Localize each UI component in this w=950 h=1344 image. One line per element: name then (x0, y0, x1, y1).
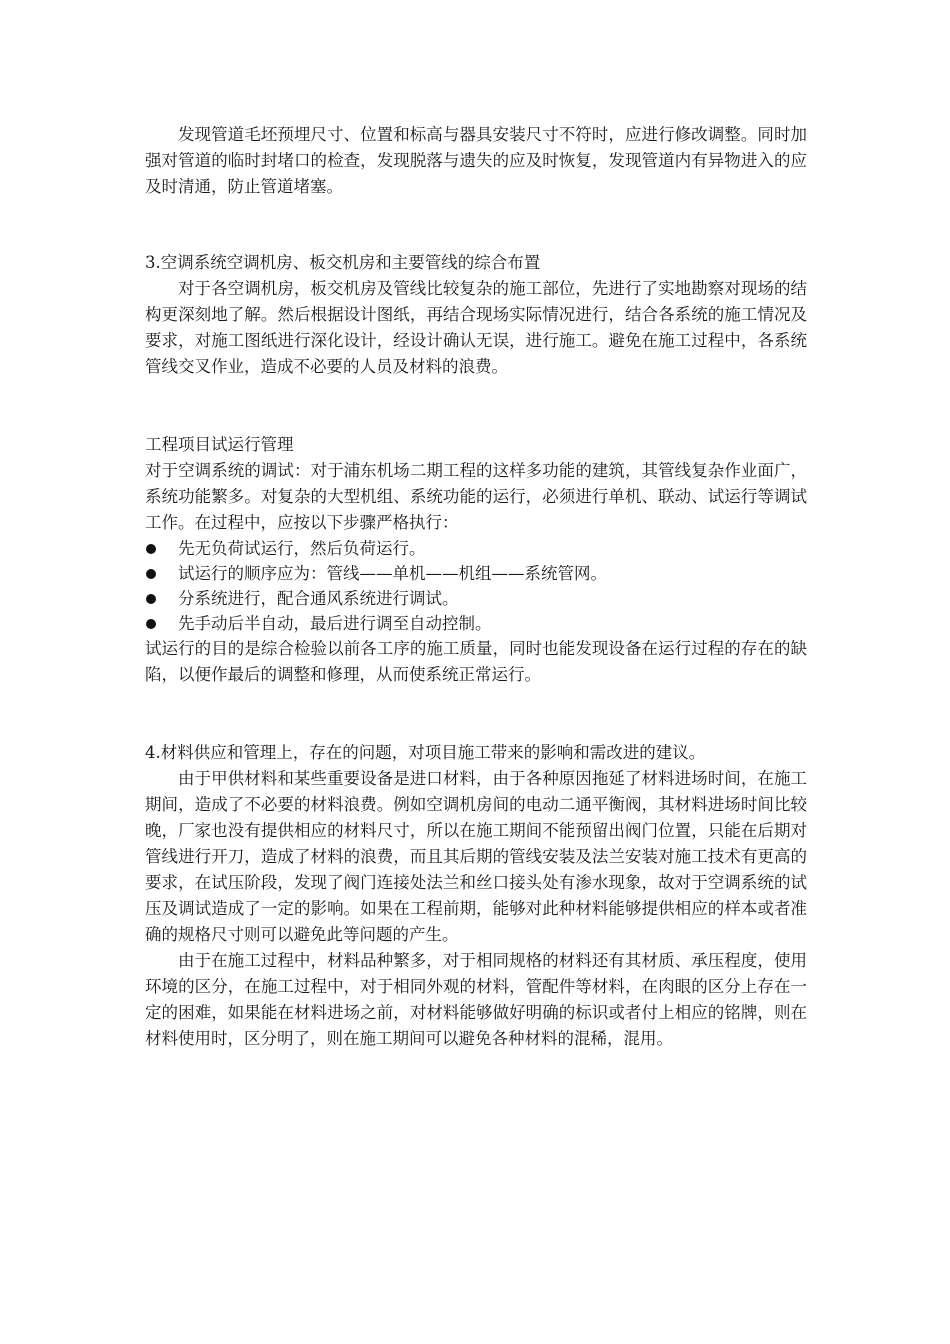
bullet-icon (146, 544, 156, 554)
section-4-body-2: 由于在施工过程中，材料品种繁多，对于相同规格的材料还有其材质、承压程度，使用环境的区分，在施工过程中，对于相同外观的材料，管配件等材料，在肉眼的区分上存在一定的困难，如果能在材料进场之前，对材料能够做好明确的标识或者付上相应的铭牌，则在材料使用时，区分明了，则在施工期间可以避免各种材料的混稀，混用。 (145, 951, 807, 1048)
trial-run-intro: 对于空调系统的调试：对于浦东机场二期工程的这样多功能的建筑，其管线复杂作业面广，系统功能繁多。对复杂的大型机组、系统功能的运行，必须进行单机、联动、试运行等调试工作。在过程中，应按以下步骤严格执行： (145, 461, 807, 532)
list-item (145, 586, 807, 611)
list-item (145, 611, 807, 636)
paragraph-pipe-inspection: 发现管道毛坯预埋尺寸、位置和标高与器具安装尺寸不符时，应进行修改调整。同时加强对管道的临时封堵口的检查，发现脱落与遗失的应及时恢复，发现管道内有异物进入的应及时清通，防止管道堵塞。 (145, 125, 807, 196)
bullet-icon (146, 594, 156, 604)
spacer (145, 380, 807, 432)
document-page (145, 122, 807, 1052)
list-item-text: 先无负荷试运行，然后负荷运行。 (178, 539, 426, 558)
trial-run-steps-list (145, 536, 807, 636)
spacer (145, 688, 807, 740)
section-4-heading: 4.材料供应和管理上，存在的问题，对项目施工带来的影响和需改进的建议。 (145, 743, 706, 762)
list-item-text: 先手动后半自动，最后进行调至自动控制。 (178, 614, 492, 633)
trial-run-conclusion: 试运行的目的是综合检验以前各工序的施工质量，同时也能发现设备在运行过程的存在的缺陷，以便作最后的调整和修理，从而使系统正常运行。 (145, 639, 807, 684)
list-item-text: 试运行的顺序应为：管线——单机——机组——系统管网。 (178, 564, 607, 583)
section-3-heading: 3.空调系统空调机房、板交机房和主要管线的综合布置 (145, 253, 541, 272)
list-item (145, 561, 807, 586)
section-4-body-1: 由于甲供材料和某些重要设备是进口材料，由于各种原因拖延了材料进场时间，在施工期间，造成了不必要的材料浪费。例如空调机房间的电动二通平衡阀，其材料进场时间比较晚，厂家也没有提供相应的材料尺寸，所以在施工期间不能预留出阀门位置，只能在后期对管线进行开刀，造成了材料的浪费，而且其后期的管线安装及法兰安装对施工技术有更高的要求，在试压阶段，发现了阀门连接处法兰和丝口接头处有渗水现象，故对于空调系统的试压及调试造成了一定的影响。如果在工程前期，能够对此种材料能够提供相应的样本或者准确的规格尺寸则可以避免此等问题的产生。 (145, 769, 807, 944)
spacer (145, 200, 807, 250)
bullet-icon (146, 569, 156, 579)
list-item-text: 分系统进行，配合通风系统进行调试。 (178, 589, 459, 608)
list-item (145, 536, 807, 561)
section-3-body: 对于各空调机房，板交机房及管线比较复杂的施工部位，先进行了实地勘察对现场的结构更深刻地了解。然后根据设计图纸，再结合现场实际情况进行，结合各系统的施工情况及要求，对施工图纸进行深化设计，经设计确认无误，进行施工。避免在施工过程中，各系统管线交叉作业，造成不必要的人员及材料的浪费。 (145, 279, 807, 376)
trial-run-heading: 工程项目试运行管理 (145, 435, 294, 454)
bullet-icon (146, 619, 156, 629)
